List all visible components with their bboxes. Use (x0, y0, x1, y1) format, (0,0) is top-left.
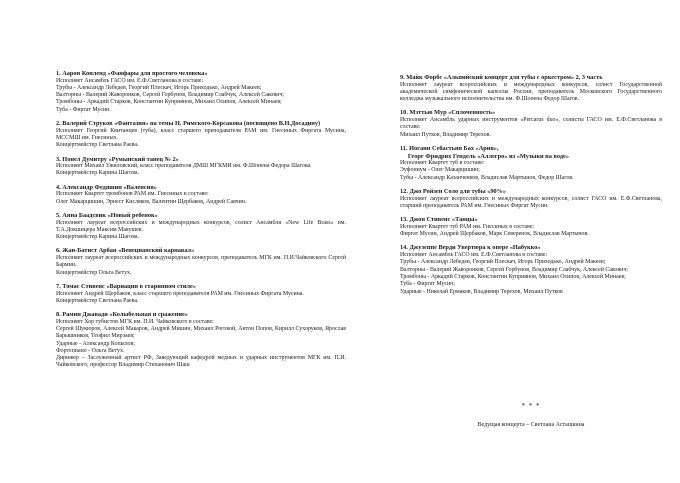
program-item-title: 10. Мэттью Мур «Сплоченность» (400, 109, 496, 117)
program-item (400, 216, 662, 238)
program-item-line: Исполняет Квартет тромбонов РАМ им. Гнесиных в составе: (56, 191, 209, 198)
program-item-line: Исполняет лауреат всероссийских и международных конкурсов, солист ГАСО им. Е.Ф.Светланова, старший преподаватель РАМ им. Гнесиных Фиргат Мусин. (400, 195, 662, 209)
program-item-line: Туба - Фиргат Мусин. (56, 106, 111, 113)
program-item (400, 244, 662, 295)
program-item-title: 4. Александр Федяшин «Валенсия» (56, 183, 157, 191)
program-item-line: Валторны - Валерий Жаворонков, Сергей Горбунов, Владимир Слабчук, Алексей Сакович; (56, 92, 284, 99)
program-item-line: Туба - Фиргат Мусин; (400, 281, 455, 288)
program-column-right (400, 74, 662, 302)
program-item (56, 212, 346, 241)
program-item (400, 145, 662, 182)
program-item-line: Концертмейстер Карина Шагова. (56, 234, 140, 241)
program-item-title: 3. Нонел Думитру «Румынский танец № 2» (56, 155, 179, 163)
program-item-title: 9. Майк Форбс «Альпийский концерт для тубы с оркестром» 2, 3 часть (400, 74, 603, 81)
program-item (56, 247, 346, 276)
program-item-line: Эуфониум - Олег Макарцишин; (400, 167, 480, 174)
program-item (400, 74, 662, 103)
program-footer (400, 402, 662, 429)
program-item-line: Ударные - Николай Ермаков, Владимир Терехов, Михаил Путков (400, 288, 563, 295)
program-item-line: Фиргат Мусин, Андрей Щербаков, Марк Северенок, Владислав Мартынов. (400, 231, 589, 238)
section-divider-stars: * * * (521, 402, 541, 410)
program-item-line: Дирижер – Заслуженный артист РФ, Заведующий кафедрой медных и ударных инструментов МГК им. П.И. Чайковского, профессор Владимир Степанович Шаш (56, 355, 346, 369)
program-item-line: Исполняет Квартет туб РАМ им. Гнесиных в составе: (400, 223, 535, 230)
program-item-line: Тубы - Александр Казанченков, Владислав Мартынов, Федор Шагов. (400, 174, 574, 181)
program-item-line: Концертмейстер Ольга Ветух. (56, 269, 132, 276)
program-item (56, 70, 346, 114)
program-item (56, 311, 346, 370)
program-item-line: Трубы - Александр Лебедев, Георгий Плескач, Игорь Приходько, Андрей Макеев; (56, 84, 262, 91)
program-item-line: Трубы - Александр Лебедев, Георгий Плескач, Игорь Приходько, Андрей Макеев; (400, 259, 606, 266)
program-item-line: Валторны - Валерий Жаворонков, Сергей Горбунов, Владимир Слабчук, Алексей Сакович; (400, 266, 628, 273)
program-item (56, 156, 346, 178)
program-item-line: Концертмейстер Карина Шагова. (56, 170, 140, 177)
program-item-title: 13. Джон Стивенс «Танцы» (400, 216, 478, 224)
program-item-line: Исполняет лауреат всероссийских и международных конкурсов, солист Ансамбля «New Life Brass» им. Т.А.Докшицера Максим Макушев. (56, 219, 346, 233)
program-item-title: 12. Джо Ройзен Соло для тубы «90%» (400, 188, 507, 196)
program-item-line: Исполняет Георгий Квитанцев (туба), класс старшего преподавателя РАМ им. Гнесиных Фиргата Мусина, МССМШ им. Гнесиных. (56, 127, 346, 141)
program-column-left (56, 70, 346, 376)
program-item (56, 120, 346, 149)
program-item (56, 184, 346, 206)
program-item-line: Михаил Путков, Владимир Терехов. (400, 131, 491, 138)
program-item (400, 188, 662, 210)
program-item-line: Исполняет Андрей Щербаков, класс старшего преподавателя РАМ им. Гнесиных Фиргата Мусина. (56, 290, 304, 297)
program-item-title: 11. Иоганн Себастьян Бах «Ария», Георг Фридрих Гендель «Аллегро» из «Музыки на воде» (400, 144, 569, 160)
program-item-title: 1. Аарон Копленд «Фанфары для простого человека» (56, 70, 208, 77)
program-item-title: 5. Анна Баадсвик «Новый ребенок» (56, 211, 158, 219)
program-item-line: Тромбоны - Аркадий Старков, Константин Куприянов, Михаил Осипов, Алексей Минаев; (56, 99, 282, 106)
program-item-line: Исполняет Квартет туб в составе: (400, 160, 485, 167)
program-item-line: Концертмейстер Светлана Раева. (56, 297, 139, 304)
program-item-title: 2. Валерий Струков «Фантазия» на темы Н. Римского-Корсакова (посвящено В.Н.Досадину) (56, 120, 321, 128)
program-item-line: Сергей Шукюров, Алексей Макаров, Андрей Мишин, Михаил Роговой, Антон Попов, Кирилл Сухоруков, Ярослав Барышников, Теофил Мирзаев; (56, 325, 346, 340)
program-item-title: 8. Рамин Джавади «Колыбельная и сражение» (56, 311, 188, 319)
program-item-title: 6. Жан-Батист Арбан «Венецианский карнавал» (56, 247, 195, 255)
program-item (56, 283, 346, 305)
program-item-title: 7. Томас Стивенс «Вариации в старинном стиле» (56, 282, 196, 290)
program-item-line: Исполняет лауреат всероссийских и международных конкурсов, солист Государственной академической симфонической капеллы России, преподаватель Московского Государственного колледжа музыкального исполнительства им. Ф.Шопена Федор Шагов. (400, 81, 662, 103)
program-item-line: Фортепиано - Ольга Ветух. (56, 347, 125, 354)
program-item-line: Концертмейстер Светлана Раева. (56, 142, 139, 149)
program-item (400, 109, 662, 138)
program-item-line: Тромбоны - Аркадий Старков, Константин Куприянов, Михаил Осипов, Алексей Минаев; (400, 273, 626, 280)
program-item-line: Исполняет Хор тубистов МГК им. П.И. Чайковского в составе: (56, 318, 214, 325)
program-item-line: Исполняет Михаил Ужиловский, класс преподавателя ДМШ МГКМИ им. Ф.Шопена Федора Шагова. (56, 163, 312, 170)
program-item-line: Олег Макарцишин, Эрнест Кисляков, Валентин Щербаков, Андрей Савчин. (56, 198, 247, 205)
program-item-line: Исполняет Ансамбль ГАСО им. Е.Ф.Светланова в составе: (400, 252, 548, 259)
program-item-line: Ударные - Александр Копылов; (56, 340, 135, 347)
program-item-title: 14. Джузеппе Верди Увертюра к опере «Набукко» (400, 244, 541, 252)
program-item-line: Исполняет лауреат всероссийских и международных конкурсов, преподаватель МГК им. П.И.Чайковского Сергей Бармин. (56, 255, 346, 269)
program-item-line: Исполняет Ансамбль ГАСО им. Е.Ф.Светланова в составе: (56, 77, 204, 84)
program-item-line: Исполняет Ансамбль ударных инструментов «Percarus duo», солисты ГАСО им. Е.Ф.Светланова в составе: (400, 117, 662, 131)
host-credit: Ведущая концерта – Светлана Асташкина (477, 422, 585, 428)
